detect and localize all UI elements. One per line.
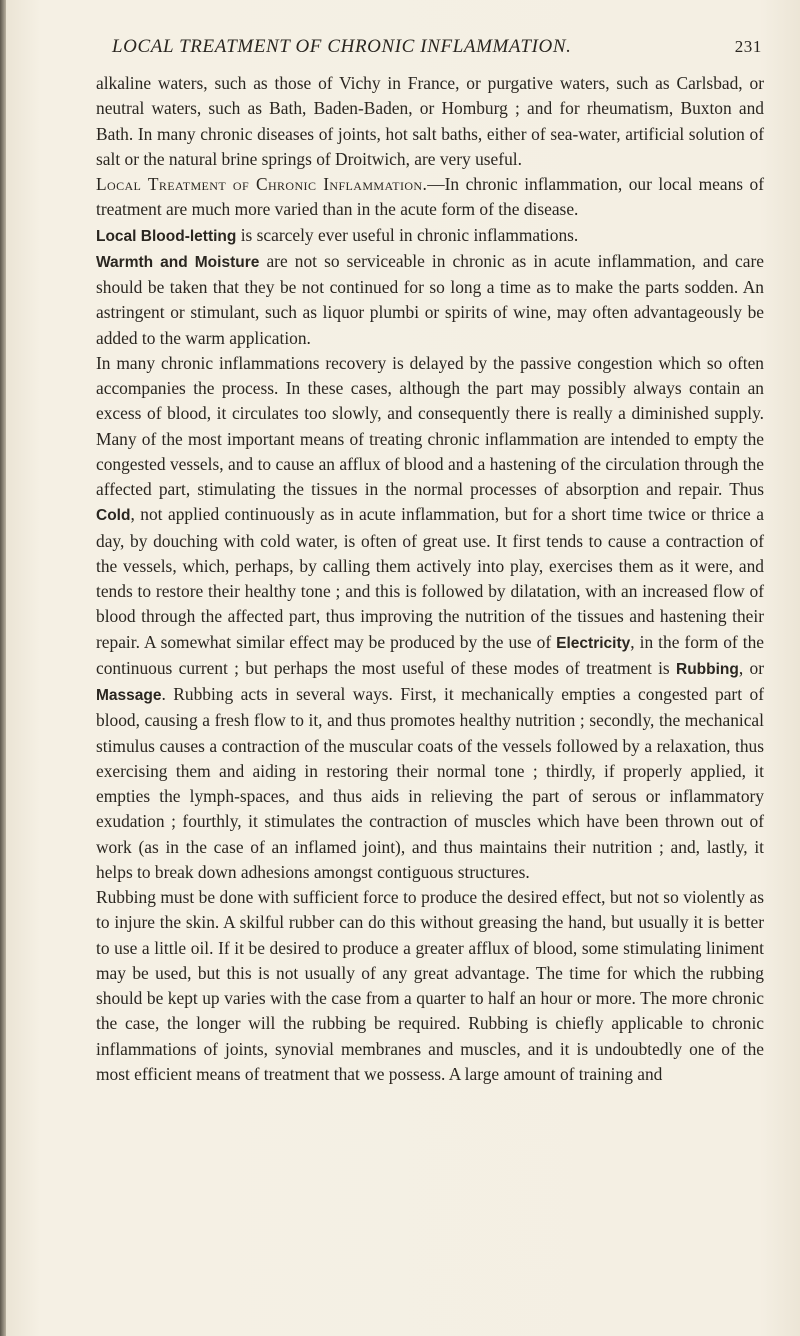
term-cold: Cold (96, 507, 131, 525)
paragraph-2-text: —In chronic inflammation, our local means of treatment are much more varied than in the acute form of the disease. (96, 174, 765, 220)
paragraph-1 (96, 71, 764, 172)
paragraph-5-text-d: , or (738, 657, 764, 678)
paragraph-2 (96, 172, 764, 223)
term-warmth-and-moisture: Warmth and Moisture (96, 253, 260, 271)
paragraph-5 (96, 351, 764, 885)
page-number: 231 (734, 37, 762, 56)
paragraph-4-text: are not so serviceable in chronic as in acute inflammation, and care should be taken that they be not continued for so long a time as to make the parts sodden. An astringent or stimulant, such as liquor plumbi or spirits of wine, may often advantageously be added to the warm application. (96, 250, 764, 348)
paragraph-3-text: is scarcely ever useful in chronic inflammations. (236, 224, 579, 245)
paragraph-6 (96, 885, 764, 1087)
paragraph-5-text-a: In many chronic inflammations recovery is delayed by the passive congestion which so often accompanies the process. In these cases, although the part may possibly always contain an excess of blood, it circulates too slowly, and consequently there is really a diminished supply. Many of the most important means of treating chronic inflammation are intended to empty the congested vessels, and to cause an afflux of blood and a hastening of the circulation through the affected part, stimulating the tissues in the normal processes of absorption and repair. Thus (96, 352, 764, 499)
section-heading: Local Treatment of Chronic Inflammation. (96, 174, 428, 194)
paragraph-6-text: Rubbing must be done with sufficient force to produce the desired effect, but not so violently as to injure the skin. A skilful rubber can do this without greasing the hand, but usually it is better to use a little oil. If it be desired to produce a greater afflux of blood, some stimulating liniment may be used, but this is not usually of any great advantage. The time for which the rubbing should be kept up varies with the case from a quarter to half an hour or more. The more chronic the case, the longer will the rubbing be required. Rubbing is chiefly applicable to chronic inflammations of joints, synovial membranes and muscles, and it is undoubtedly one of the most efficient means of treatment that we possess. A large amount of training and (96, 887, 764, 1084)
binding-edge (0, 0, 6, 1336)
page-header (112, 36, 762, 58)
paragraph-5-text-b: , not applied continuously as in acute inflammation, but for a short time twice or thrice a day, by douching with cold water, is often of great use. It first tends to cause a contraction of the vessels, which, perhaps, by calling them actively into play, exercises them as it were, and tends to restore their healthy tone ; and this is followed by dilatation, with an increased flow of blood through the affected part, thus improving the nutrition of the tissues and hastening their repair. A somewhat similar effect may be produced by the use of (96, 504, 764, 652)
body-text (96, 71, 764, 1087)
paragraph-4 (96, 249, 764, 351)
running-head: LOCAL TREATMENT OF CHRONIC INFLAMMATION. (112, 36, 572, 57)
term-electricity: Electricity (556, 634, 631, 652)
paragraph-5-text-e: . Rubbing acts in several ways. First, it mechanically empties a congested part of blood, causing a fresh flow to it, and thus promotes healthy nutrition ; secondly, the mechanical stimulus causes a contraction of the muscular coats of the vessels followed by a relaxation, thus exercising them and aiding in restoring their normal tone ; thirdly, if properly applied, it empties the lymph-spaces, and thus aids in relieving the part of serous or inflammatory exudation ; fourthly, it stimulates the contraction of muscles which have been thrown out of work (as in the case of an inflamed joint), and thus maintains their nutrition ; and, lastly, it helps to break down adhesions amongst contiguous structures. (96, 684, 764, 882)
paragraph-3 (96, 223, 764, 249)
term-rubbing: Rubbing (676, 660, 739, 678)
paragraph-1-text: alkaline waters, such as those of Vichy in France, or purgative waters, such as Carlsbad, or neutral waters, such as Bath, Baden-Baden, or Homburg ; and for rheumatism, Buxton and Bath. In many chronic diseases of joints, hot salt baths, either of sea-water, artificial solution of salt or the natural brine springs of Droitwich, are very useful. (96, 73, 764, 169)
paragraph-5-text-c: , in the form of the continuous current ; but perhaps the most useful of these modes of treatment is (96, 631, 764, 678)
term-local-blood-letting: Local Blood-letting (96, 227, 237, 245)
term-massage: Massage (96, 687, 162, 704)
